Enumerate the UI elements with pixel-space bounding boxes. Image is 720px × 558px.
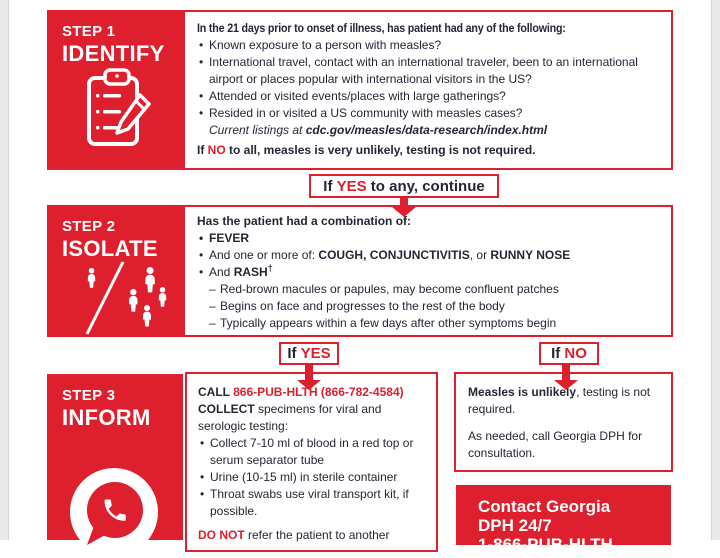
step1-bullet: • International travel, contact with an international traveler, been to an international airport or places popular with international visitors in the US? (197, 54, 659, 88)
cdc-url-text: cdc.gov/measles/data-research/index.html (305, 123, 548, 137)
step1-title: IDENTIFY (62, 41, 165, 66)
isolate-people-icon (59, 257, 171, 337)
step1-heading: In the 21 days prior to onset of illness, has patient had any of the following: (197, 21, 566, 35)
step2-content (183, 205, 673, 337)
unlikely-text: Measles is unlikely, testing is not required. (468, 385, 651, 416)
contact-dph-box (456, 485, 671, 554)
step2-subitem: – Begins on face and progresses to the rest of the body (197, 298, 659, 315)
down-arrow-icon (554, 364, 578, 390)
contact-line: Contact Georgia (478, 497, 611, 516)
phone-icon (68, 466, 160, 558)
step2-bullet: • FEVER (197, 230, 659, 247)
contact-phone-number: 1-866-PUB-HLTH (478, 535, 613, 554)
step3-content (185, 372, 438, 552)
document-page (8, 0, 712, 554)
connector-yes-label: If YES (279, 342, 339, 365)
step3-bullet: • Collect 7-10 ml of blood in a red top or serum separator tube (198, 435, 425, 469)
connector-continue-label: If YES to any, continue (309, 174, 499, 198)
step1-footer: If NO to all, measles is very unlikely, testing is not required. (197, 143, 536, 157)
step2-heading: Has the patient had a combination of: (197, 214, 412, 228)
step1-listing-note: Current listings at cdc.gov/measles/data-research/index.html (209, 123, 548, 137)
step3-collect-line: COLLECT specimens for viral and serologic testing: (198, 402, 382, 433)
step1-bullet: • Resided in or visited a US community with measles cases? (197, 105, 659, 122)
step2-badge (47, 205, 183, 337)
step3-call-line: CALL 866-PUB-HLTH (866-782-4584) (198, 385, 404, 399)
step3-donot-line: DO NOT refer the patient to another (198, 528, 390, 542)
clipboard-pencil-icon (83, 68, 155, 152)
connector-no-label: If NO (539, 342, 599, 365)
down-arrow-icon (392, 197, 416, 217)
step3-title: INFORM (62, 405, 151, 430)
step3-bullet: • Throat swabs use viral transport kit, if possible. (198, 486, 425, 520)
step2-bullet: • And RASH† (197, 264, 659, 281)
contact-line: DPH 24/7 (478, 516, 552, 535)
step2-title: ISOLATE (62, 236, 158, 261)
step3-bullet: • Urine (10-15 ml) in sterile container (198, 469, 425, 486)
consultation-text: As needed, call Georgia DPH for consultation. (468, 429, 643, 460)
phone-number-text: 866-PUB-HLTH (866-782-4584) (233, 385, 404, 399)
step1-bullet: • Known exposure to a person with measles? (197, 37, 659, 54)
step2-label: STEP 2 (62, 218, 116, 235)
down-arrow-icon (297, 364, 321, 390)
step3-label: STEP 3 (62, 387, 116, 404)
step3-badge (47, 374, 183, 540)
step2-subitem: – Red-brown macules or papules, may become confluent patches (197, 281, 659, 298)
step2-subitem: – Typically appears within a few days after other symptoms begin (197, 315, 659, 332)
step2-bullet: • And one or more of: COUGH, CONJUNCTIVITIS, or RUNNY NOSE (197, 247, 659, 264)
step1-bullet: • Attended or visited events/places with large gatherings? (197, 88, 659, 105)
step1-badge (47, 10, 183, 170)
step1-content (183, 10, 673, 170)
step1-label: STEP 1 (62, 23, 116, 40)
